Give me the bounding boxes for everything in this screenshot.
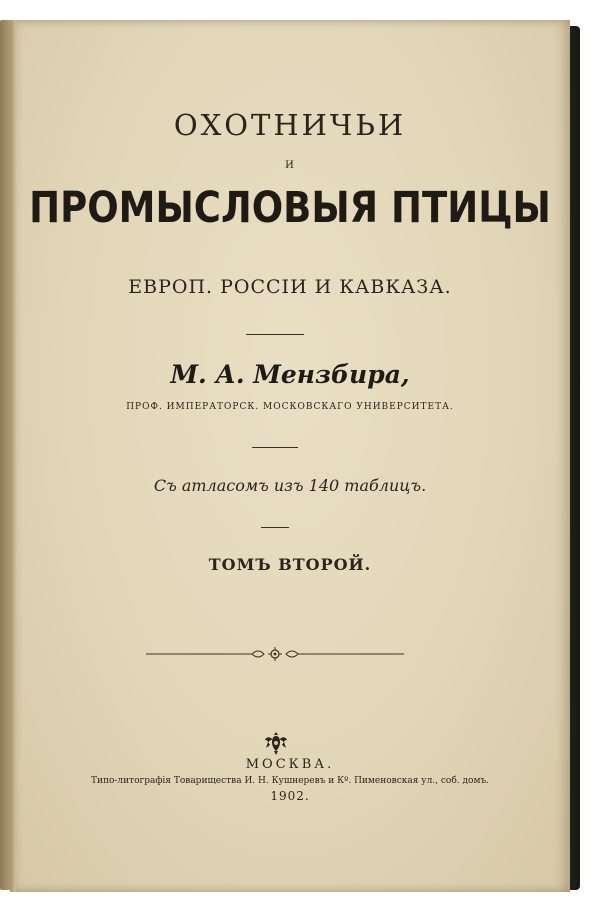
title-line-1: ОХОТНИЧЬИ xyxy=(173,108,407,142)
double-headed-eagle-icon xyxy=(264,730,288,756)
publication-city: МОСКВА. xyxy=(245,757,335,772)
title-conjunction: И xyxy=(285,160,295,171)
author-affiliation: ПРОФ. ИМПЕРАТОРСК. МОСКОВСКАГО УНИВЕРСИТЕТА. xyxy=(126,402,454,412)
title-line-2: ПРОМЫСЛОВЫЯ ПТИЦЫ xyxy=(29,182,551,233)
floral-ornament-icon xyxy=(146,646,404,662)
publication-year: 1902. xyxy=(270,789,310,803)
title-line-3: ЕВРОП. РОССIИ И КАВКАЗА. xyxy=(128,276,452,298)
volume-label: ТОМЪ ВТОРОЙ. xyxy=(208,555,372,574)
divider-rule xyxy=(261,527,289,528)
atlas-note: Съ атласомъ изъ 140 таблицъ. xyxy=(153,476,427,495)
divider-rule xyxy=(246,334,304,335)
divider-rule xyxy=(252,447,298,448)
printer-imprint: Типо-литографiя Товарищества И. Н. Кушнеревъ и Кº. Пименовская ул., соб. домъ. xyxy=(90,776,490,786)
author-name: М. А. Мензбира, xyxy=(170,360,410,389)
